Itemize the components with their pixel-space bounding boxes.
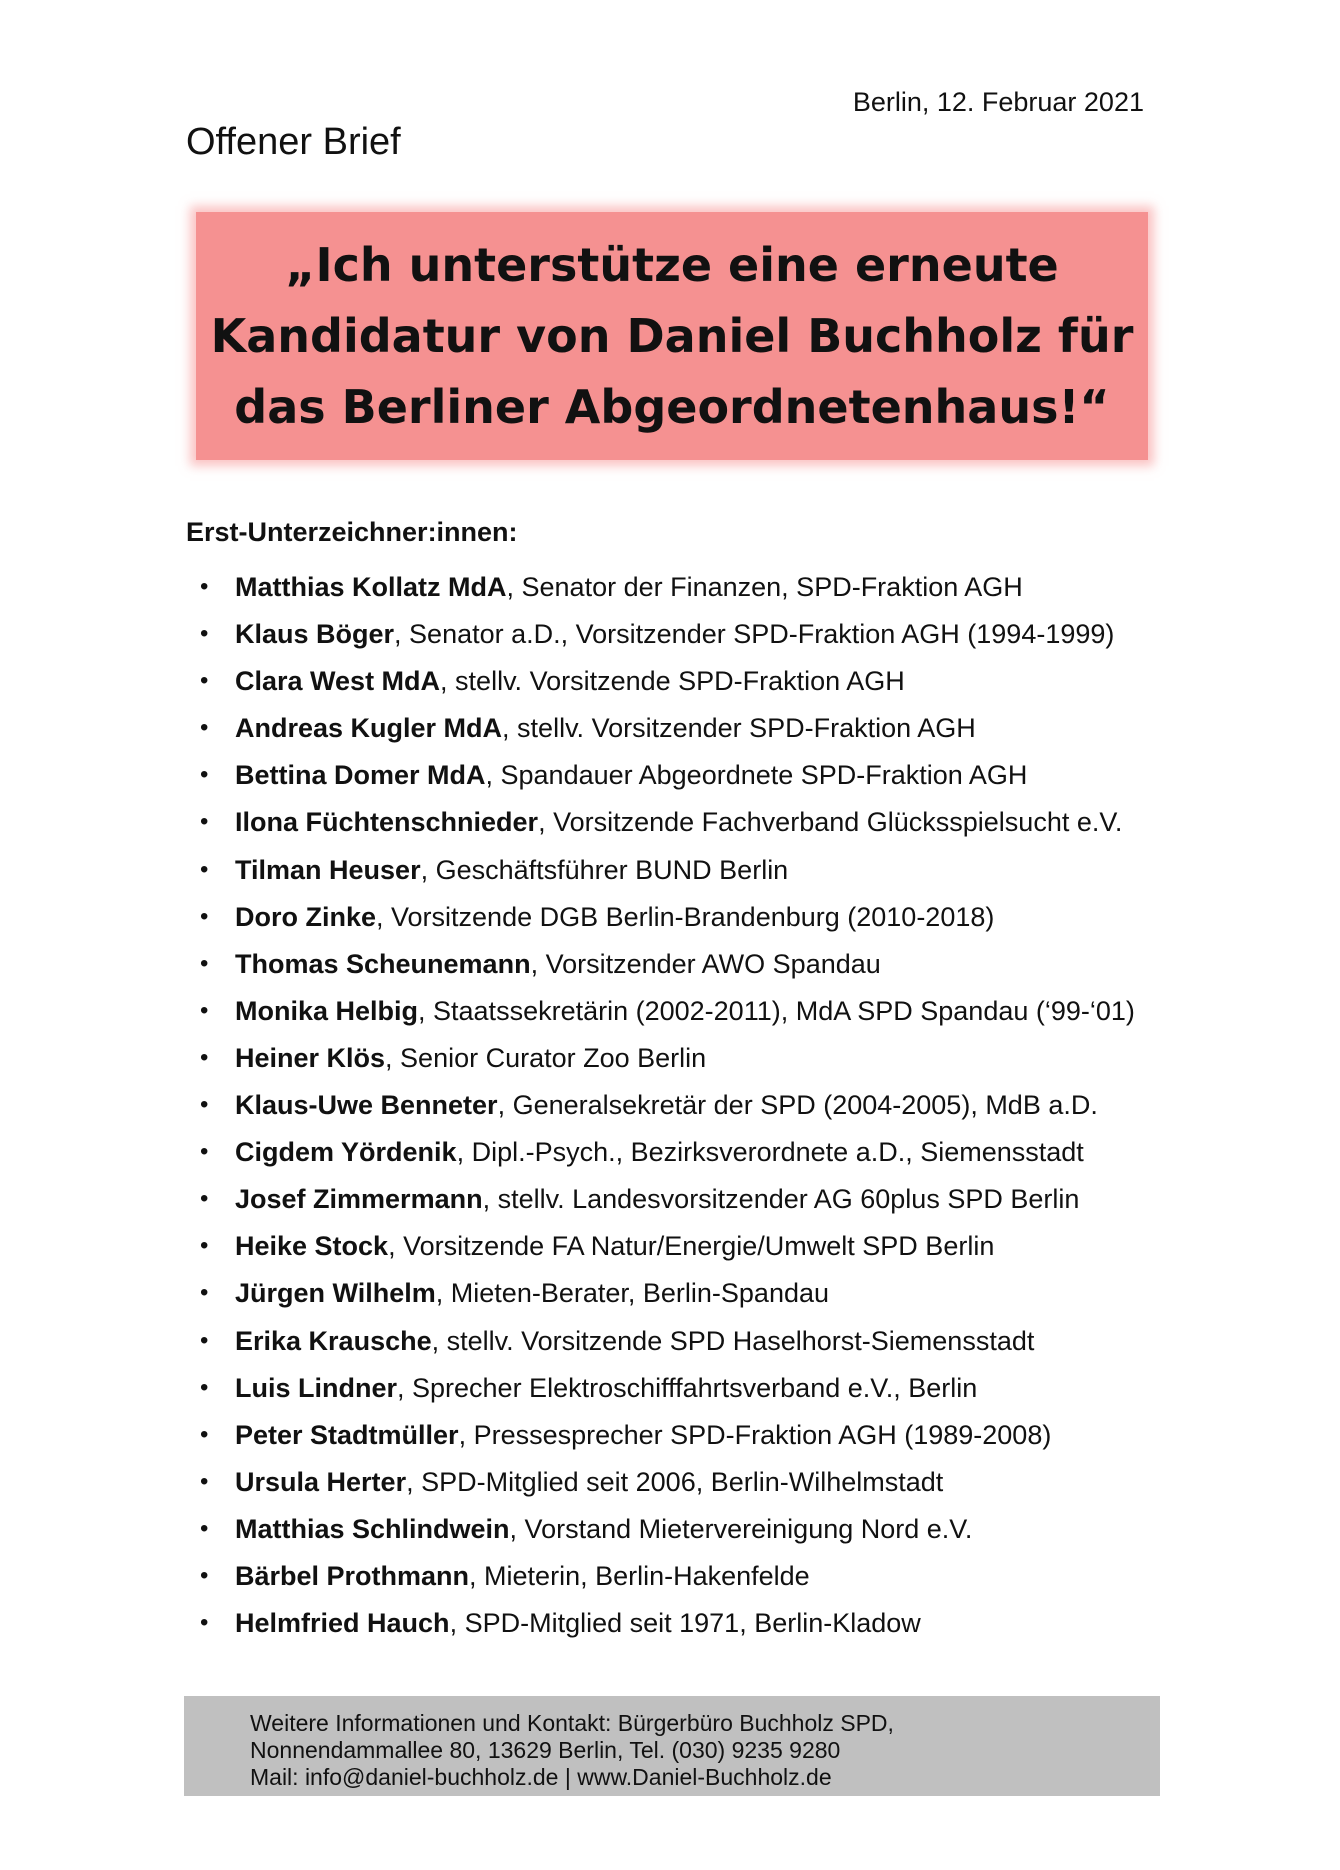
bullet-icon: • — [200, 761, 209, 789]
list-item — [200, 1556, 1135, 1603]
contact-line-2: Nonnendammallee 80, 13629 Berlin, Tel. (030) 9235 9280 — [250, 1737, 841, 1763]
list-item — [200, 850, 1135, 897]
signer-role: , stellv. Vorsitzende SPD-Fraktion AGH — [440, 666, 905, 697]
signer-role: , Vorstand Mietervereinigung Nord e.V. — [509, 1513, 973, 1544]
signer-name: Heike Stock — [235, 1231, 389, 1262]
bullet-icon: • — [200, 620, 209, 648]
bullet-icon: • — [200, 1514, 209, 1542]
list-item — [200, 708, 1135, 755]
contact-line-1: Weitere Informationen und Kontakt: Bürgerbüro Buchholz SPD, — [250, 1710, 894, 1736]
signer-role: , Mieterin, Berlin-Hakenfelde — [469, 1560, 810, 1591]
signer-name: Bettina Domer MdA — [235, 760, 486, 791]
signer-role: , Pressesprecher SPD-Fraktion AGH (1989-2008) — [458, 1419, 1052, 1450]
list-item — [200, 1273, 1135, 1320]
list-item — [200, 802, 1135, 849]
signer-role: , Generalsekretär der SPD (2004-2005), MdB a.D. — [497, 1090, 1098, 1121]
signer-role: , SPD-Mitglied seit 2006, Berlin-Wilhelmstadt — [406, 1466, 944, 1497]
bullet-icon: • — [200, 902, 209, 930]
banner-quote: „Ich unterstütze eine erneute Kandidatur von Daniel Buchholz für das Berliner Abgeordnetenhaus!“ — [210, 237, 1134, 434]
signer-role: , SPD-Mitglied seit 1971, Berlin-Kladow — [449, 1608, 921, 1639]
signer-name: Tilman Heuser — [235, 854, 421, 885]
bullet-icon: • — [200, 1467, 209, 1495]
signer-name: Doro Zinke — [235, 901, 377, 932]
signer-name: Ursula Herter — [235, 1466, 407, 1497]
bullet-icon: • — [200, 1279, 209, 1307]
signer-role: , Senator der Finanzen, SPD-Fraktion AGH — [506, 572, 1023, 602]
signer-name: Matthias Schlindwein — [235, 1513, 510, 1544]
signer-role: , stellv. Vorsitzender SPD-Fraktion AGH — [502, 713, 976, 744]
bullet-icon: • — [200, 667, 209, 695]
list-item — [200, 944, 1135, 991]
signer-name: Peter Stadtmüller — [235, 1419, 459, 1450]
bullet-icon: • — [200, 1561, 209, 1589]
signer-role: , Sprecher Elektroschifffahrtsverband e.V., Berlin — [397, 1372, 978, 1403]
list-item — [200, 755, 1135, 802]
signer-name: Ilona Füchtenschnieder — [235, 807, 539, 838]
signer-role: , stellv. Vorsitzende SPD Haselhorst-Siemensstadt — [431, 1325, 1035, 1356]
list-item — [200, 1085, 1135, 1132]
list-item — [200, 614, 1135, 661]
signer-name: Erika Krausche — [235, 1325, 432, 1356]
signer-role: , Spandauer Abgeordnete SPD-Fraktion AGH — [485, 760, 1028, 791]
bullet-icon: • — [200, 949, 209, 977]
quote-banner — [196, 212, 1148, 460]
signer-role: , Vorsitzende DGB Berlin-Brandenburg (2010-2018) — [376, 901, 995, 932]
bullet-icon: • — [200, 808, 209, 836]
list-item — [200, 567, 1135, 614]
list-item — [200, 1603, 1135, 1650]
letter-date: Berlin, 12. Februar 2021 — [852, 87, 1144, 117]
signer-name: Heiner Klös — [235, 1042, 386, 1073]
list-item — [200, 1462, 1135, 1509]
list-item — [200, 1132, 1135, 1179]
signer-role: , Vorsitzende FA Natur/Energie/Umwelt SPD Berlin — [388, 1231, 995, 1262]
signer-name: Klaus-Uwe Benneter — [235, 1090, 498, 1121]
signer-role: , Senior Curator Zoo Berlin — [385, 1042, 707, 1073]
document-title: Offener Brief — [186, 121, 401, 163]
signer-role: , Staatssekretärin (2002-2011), MdA SPD Spandau (‘99-‘01) — [418, 995, 1135, 1026]
signer-name: Luis Lindner — [235, 1372, 397, 1403]
list-item — [200, 897, 1135, 944]
list-item — [200, 1179, 1135, 1226]
signer-role: , Mieten-Berater, Berlin-Spandau — [435, 1278, 830, 1309]
signer-name: Andreas Kugler MdA — [235, 713, 503, 744]
list-item — [200, 661, 1135, 708]
signers-heading: Erst-Unterzeichner:innen: — [186, 517, 518, 547]
list-item — [200, 1321, 1135, 1368]
list-item — [200, 1368, 1135, 1415]
signer-name: Jürgen Wilhelm — [235, 1278, 436, 1309]
bullet-icon: • — [200, 1185, 209, 1213]
signer-role: , Vorsitzender AWO Spandau — [530, 948, 881, 979]
bullet-icon: • — [200, 1232, 209, 1260]
bullet-icon: • — [200, 1138, 209, 1166]
signer-name: Bärbel Prothmann — [235, 1560, 470, 1591]
signer-name: Monika Helbig — [235, 995, 419, 1026]
signer-role: , Geschäftsführer BUND Berlin — [420, 854, 789, 885]
bullet-icon: • — [200, 1609, 209, 1637]
bullet-icon: • — [200, 1326, 209, 1354]
bullet-icon: • — [200, 1043, 209, 1071]
signer-name: Matthias Kollatz MdA — [235, 572, 507, 602]
contact-footer — [184, 1696, 1160, 1796]
list-item — [200, 1038, 1135, 1085]
bullet-icon: • — [200, 1091, 209, 1119]
signer-name: Clara West MdA — [235, 666, 441, 697]
signer-role: , Senator a.D., Vorsitzender SPD-Fraktion AGH (1994-1999) — [394, 619, 1115, 650]
bullet-icon: • — [200, 855, 209, 883]
bullet-icon: • — [200, 714, 209, 742]
list-item — [200, 991, 1135, 1038]
signer-name: Klaus Böger — [235, 619, 395, 650]
signers-list — [200, 567, 1135, 1650]
list-item — [200, 1509, 1135, 1556]
signer-role: , Vorsitzende Fachverband Glücksspielsucht e.V. — [538, 807, 1123, 838]
bullet-icon: • — [200, 996, 209, 1024]
signer-role: , stellv. Landesvorsitzender AG 60plus SPD Berlin — [482, 1184, 1080, 1215]
bullet-icon: • — [200, 573, 209, 600]
contact-text — [250, 1710, 894, 1791]
bullet-icon: • — [200, 1420, 209, 1448]
signer-name: Josef Zimmermann — [235, 1184, 483, 1215]
list-item — [200, 1226, 1135, 1273]
contact-line-3: Mail: info@daniel-buchholz.de | www.Daniel-Buchholz.de — [250, 1764, 832, 1790]
signer-name: Cigdem Yördenik — [235, 1137, 457, 1168]
list-item — [200, 1415, 1135, 1462]
signer-name: Helmfried Hauch — [235, 1608, 450, 1639]
signer-role: , Dipl.-Psych., Bezirksverordnete a.D., Siemensstadt — [456, 1137, 1084, 1168]
bullet-icon: • — [200, 1373, 209, 1401]
signer-name: Thomas Scheunemann — [235, 948, 531, 979]
